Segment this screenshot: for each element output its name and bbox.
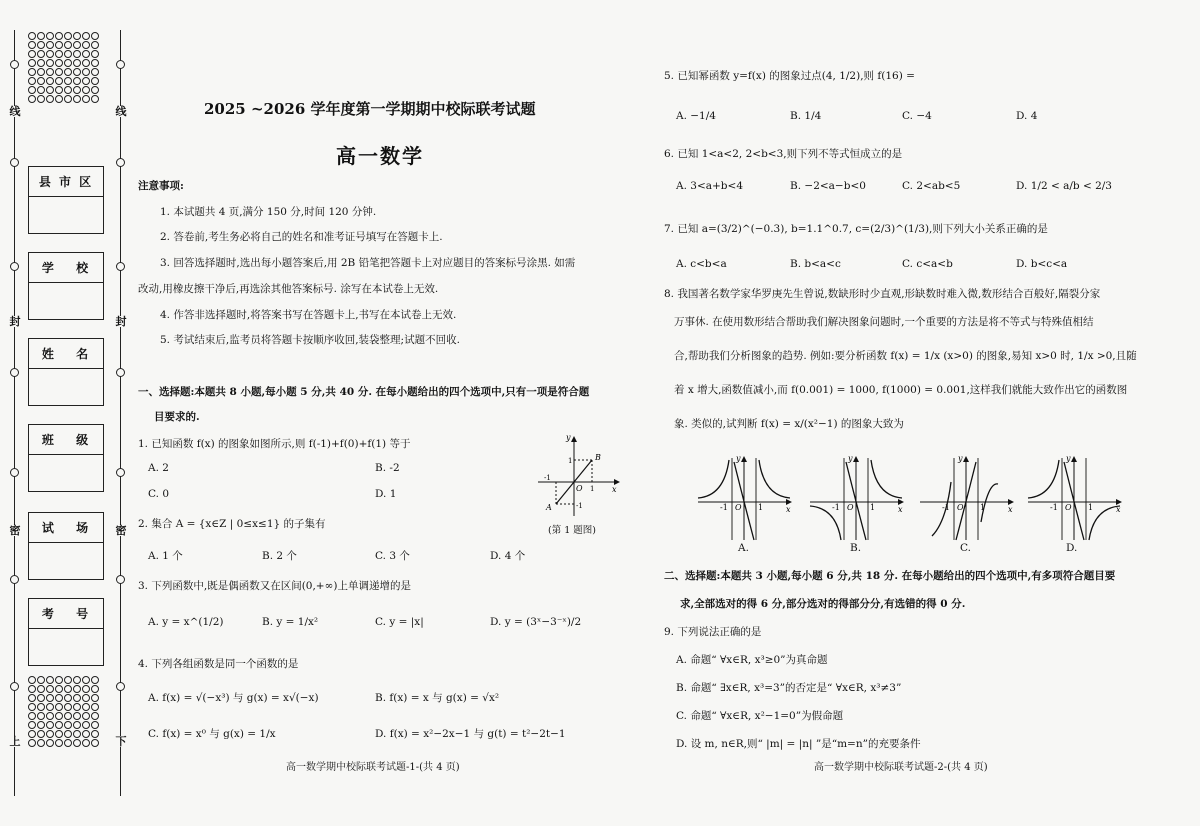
binding-dot [73,739,81,747]
section1-heading: 一、选择题:本题共 8 小题,每小题 5 分,共 40 分. 在每小题给出的四个选项中,只有一项是符合题 [138,386,590,398]
binding-dot [55,86,63,94]
binding-dot [82,739,90,747]
binding-dot [91,32,99,40]
binding-dot [55,32,63,40]
q8-option-a[interactable]: A. [738,542,749,554]
q9-option-b[interactable]: B. 命题“ ∃x∈R, x³=3”的否定是“ ∀x∈R, x³≠3” [676,682,902,694]
axis-label-x: x [1116,505,1121,514]
axis-label-origin: O [1065,503,1072,512]
q2-option-b[interactable]: B. 2 个 [262,550,297,562]
binding-dot [64,77,72,85]
q1-fig-one-y: 1 [568,457,573,465]
binding-dot [82,77,90,85]
binding-dot [28,721,36,729]
binding-dot [73,50,81,58]
binding-dot [28,712,36,720]
binding-dot [28,32,36,40]
binding-dot [73,730,81,738]
binding-dot [91,95,99,103]
curve-left [1028,460,1059,498]
q3-stem: 3. 下列函数中,既是偶函数又在区间(0,+∞)上单调递增的是 [138,580,411,592]
field-exam-number[interactable] [28,598,104,666]
binding-dot [46,685,54,693]
q1-fig-y: y [566,433,571,442]
q7-stem: 7. 已知 a=(3/2)^(−0.3), b=1.1^0.7, c=(2/3)^(1/3),则下列大小关系正确的是 [664,223,1048,235]
binding-dot [37,77,45,85]
axis-label-x: x [898,505,903,514]
fold-label-close-right: 密 [115,524,127,537]
binding-dot [46,77,54,85]
binding-dot [28,739,36,747]
binding-dot [37,86,45,94]
binding-dot [55,712,63,720]
binding-hole [116,158,125,167]
binding-dot [37,32,45,40]
q4-option-a[interactable]: A. f(x) = √(−x³) 与 g(x) = x√(−x) [148,692,319,704]
q4-option-b[interactable]: B. f(x) = x 与 g(x) = √x² [375,692,500,704]
field-exam-room-blank[interactable] [29,543,103,579]
binding-dot [82,685,90,693]
binding-dot [37,694,45,702]
binding-dot [37,68,45,76]
binding-hole [10,158,19,167]
binding-dot [28,50,36,58]
q8-option-c[interactable]: C. [960,542,971,554]
binding-dot [55,50,63,58]
field-name[interactable] [28,338,104,406]
tick-label-1: 1 [758,503,764,512]
field-class-label: 班 级 [29,425,103,455]
q8-graph-a[interactable] [694,452,794,542]
field-class[interactable] [28,424,104,492]
binding-dot [64,685,72,693]
fold-label-close-left: 密 [9,524,21,537]
field-county-label: 县 市 区 [29,167,103,197]
binding-dot [82,694,90,702]
q1-option-b[interactable]: B. -2 [375,462,400,474]
field-county-blank[interactable] [29,197,103,233]
q7-option-b[interactable]: B. b<a<c [790,258,841,270]
q8-line: 万事休. 在使用数形结合帮助我们解决图象问题时,一个重要的方法是将不等式与特殊值相结 [674,316,1094,328]
binding-hole [10,262,19,271]
binding-dot [91,703,99,711]
binding-dot [46,41,54,49]
binding-dot [82,41,90,49]
binding-hole [116,368,125,377]
field-exam-number-label: 考 号 [29,599,103,629]
field-name-blank[interactable] [29,369,103,405]
q1-option-d[interactable]: D. 1 [375,488,397,500]
binding-dot [73,77,81,85]
binding-hole [10,682,19,691]
binding-dot [64,68,72,76]
binding-hole [10,468,19,477]
axis-label-origin: O [735,503,742,512]
section2-heading-cont: 求,全部选对的得 6 分,部分选对的得部分分,有选错的得 0 分. [680,598,966,610]
axis-label-y: y [1066,454,1071,463]
binding-dot [46,32,54,40]
binding-dot [46,730,54,738]
binding-hole [10,368,19,377]
axis-label-origin: O [847,503,854,512]
axis-label-x: x [1008,505,1013,514]
notice-item: 1. 本试题共 4 页,满分 150 分,时间 120 分钟. [160,206,377,218]
tick-label-1: 1 [980,503,986,512]
curve-right [759,460,790,498]
axis-label-y: y [848,454,853,463]
binding-dot [28,59,36,67]
binding-dot [37,730,45,738]
binding-dot [73,32,81,40]
axis-label-x: x [786,505,791,514]
q6-option-c[interactable]: C. 2<ab<5 [902,180,961,192]
binding-dot [91,685,99,693]
binding-dot [37,712,45,720]
q3-option-a[interactable]: A. y = x^(1/2) [148,616,224,628]
y-axis-arrow [741,456,747,462]
binding-dot [91,50,99,58]
q1-figure [534,432,620,522]
q7-option-a[interactable]: A. c<b<a [676,258,727,270]
q8-graph-c[interactable] [916,452,1016,542]
field-school-label: 学 校 [29,253,103,283]
tick-label-1: 1 [1088,503,1094,512]
section2-heading: 二、选择题:本题共 3 小题,每小题 6 分,共 18 分. 在每小题给出的四个选项中,有多项符合题目要 [664,570,1116,582]
binding-dot [46,712,54,720]
binding-dot [82,676,90,684]
binding-dot [64,694,72,702]
field-name-label: 姓 名 [29,339,103,369]
binding-hole [116,262,125,271]
binding-dot [55,59,63,67]
binding-dot [73,703,81,711]
curve-left [698,460,729,498]
binding-dot [91,739,99,747]
binding-dot [55,95,63,103]
fold-label-line-left: 线 [9,105,21,118]
q2-option-c[interactable]: C. 3 个 [375,550,410,562]
binding-dot [55,68,63,76]
binding-dot [91,730,99,738]
binding-dot [46,50,54,58]
binding-hole [116,468,125,477]
binding-dot [82,95,90,103]
binding-dot [64,730,72,738]
notice-heading: 注意事项: [138,180,184,192]
notice-item: 5. 考试结束后,监考员将答题卡按顺序收回,装袋整理;试题不回收. [160,334,460,346]
q2-option-d[interactable]: D. 4 个 [490,550,526,562]
binding-hole [10,575,19,584]
tick-label-neg1: -1 [942,503,950,512]
q7-option-c[interactable]: C. c<a<b [902,258,953,270]
binding-dot [91,676,99,684]
binding-dot [37,59,45,67]
q1-option-a[interactable]: A. 2 [148,462,169,474]
binding-dot [82,721,90,729]
binding-strip [0,0,132,826]
y-axis-arrow [963,456,969,462]
binding-dot [37,739,45,747]
binding-dot [82,703,90,711]
binding-dot [64,41,72,49]
field-class-blank[interactable] [29,455,103,491]
binding-dot [28,730,36,738]
notice-item: 改动,用橡皮擦干净后,再选涂其他答案标号. 涂写在本试卷上无效. [138,283,439,295]
q5-stem: 5. 已知幂函数 y=f(x) 的图象过点(4, 1/2),则 f(16) = [664,70,915,82]
binding-dot [55,721,63,729]
binding-dot [55,730,63,738]
axis-label-y: y [736,454,741,463]
q6-option-d[interactable]: D. 1/2 < a/b < 2/3 [1016,180,1112,192]
binding-dot [46,59,54,67]
binding-dot [28,77,36,85]
field-exam-room-label: 试 场 [29,513,103,543]
binding-dot [91,77,99,85]
field-exam-number-blank[interactable] [29,629,103,665]
binding-dot [64,50,72,58]
binding-dot [55,77,63,85]
fold-label-up: 上 [9,735,21,748]
q9-stem: 9. 下列说法正确的是 [664,626,762,638]
binding-dot [73,86,81,94]
q2-stem: 2. 集合 A = {x∈Z | 0≤x≤1} 的子集有 [138,518,326,530]
binding-hole [116,682,125,691]
binding-dot [55,41,63,49]
q1-fig-A: A [546,503,552,512]
q8-line: 着 x 增大,函数值减小,而 f(0.001) = 1000, f(1000) = 0.001,这样我们就能大致作出它的函数图 [674,384,1128,396]
binding-dot [55,676,63,684]
binding-dot [28,703,36,711]
q5-option-b[interactable]: B. 1/4 [790,110,822,122]
q1-fig-neg1-y: -1 [576,502,583,510]
binding-dot [46,694,54,702]
dot-pattern-top [28,32,102,103]
q1-fig-one-x: 1 [590,485,595,493]
binding-dot [91,41,99,49]
q3-option-d[interactable]: D. y = (3ˣ−3⁻ˣ)/2 [490,616,582,628]
field-county[interactable] [28,166,104,234]
binding-dot [46,95,54,103]
binding-dot [91,86,99,94]
binding-dot [64,59,72,67]
binding-dot [82,730,90,738]
tick-label-neg1: -1 [1050,503,1058,512]
binding-dot [37,95,45,103]
binding-dot [37,703,45,711]
exam-title: 2025 ~2026 学年度第一学期期中校际联考试题 [204,100,536,118]
field-exam-room[interactable] [28,512,104,580]
y-axis-arrow [1071,456,1077,462]
tick-label-neg1: -1 [832,503,840,512]
q7-option-d[interactable]: D. b<c<a [1016,258,1068,270]
binding-hole [116,575,125,584]
q8-line: 8. 我国著名数学家华罗庚先生曾说,数缺形时少直观,形缺数时难入微,数形结合百般好,隔裂分家 [664,288,1101,300]
binding-dot [73,676,81,684]
q3-option-b[interactable]: B. y = 1/x² [262,616,319,628]
q6-stem: 6. 已知 1<a<2, 2<b<3,则下列不等式恒成立的是 [664,148,903,160]
binding-dot [64,712,72,720]
binding-hole [116,60,125,69]
binding-dot [55,694,63,702]
binding-dot [73,41,81,49]
binding-dot [64,721,72,729]
notice-item: 4. 作答非选择题时,将答案书写在答题卡上,书写在本试卷上无效. [160,309,457,321]
fold-label-line-right: 线 [115,105,127,118]
q9-option-d[interactable]: D. 设 m, n∈R,则“ |m| = |n| ”是“m=n”的充要条件 [676,738,921,750]
binding-dot [46,68,54,76]
binding-dot [82,86,90,94]
binding-dot [91,68,99,76]
q9-option-a[interactable]: A. 命题“ ∀x∈R, x³≥0”为真命题 [676,654,828,666]
binding-dot [28,68,36,76]
q8-line: 合,帮助我们分析图象的趋势. 例如:要分析函数 f(x) = 1/x (x>0) 的图象,易知 x>0 时, 1/x >0,且随 [674,350,1137,362]
binding-dot [64,739,72,747]
binding-dot [91,712,99,720]
notice-item: 2. 答卷前,考生务必将自己的姓名和准考证号填写在答题卡上. [160,231,443,243]
binding-dot [46,703,54,711]
q5-option-c[interactable]: C. −4 [902,110,932,122]
q3-option-c[interactable]: C. y = |x| [375,616,424,628]
q1-option-c[interactable]: C. 0 [148,488,170,500]
binding-dot [64,86,72,94]
binding-dot [91,694,99,702]
binding-dot [73,59,81,67]
binding-dot [82,32,90,40]
binding-dot [28,41,36,49]
field-school-blank[interactable] [29,283,103,319]
binding-hole [10,60,19,69]
q1-fig-x: x [612,485,617,494]
fold-label-down: 下 [115,735,127,748]
q4-stem: 4. 下列各组函数是同一个函数的是 [138,658,299,670]
binding-dot [37,50,45,58]
binding-dot [37,41,45,49]
binding-dot [82,50,90,58]
binding-dot [46,721,54,729]
section1-heading-cont: 目要求的. [154,411,200,423]
axis-label-origin: O [957,503,964,512]
binding-dot [64,703,72,711]
q6-option-a[interactable]: A. 3<a+b<4 [676,180,743,192]
binding-dot [28,676,36,684]
binding-dot [28,694,36,702]
q1-stem: 1. 已知函数 f(x) 的图象如图所示,则 f(-1)+f(0)+f(1) 等于 [138,438,411,450]
fold-label-seal-left: 封 [9,315,21,328]
q1-fig-B: B [595,453,601,462]
subject-title: 高一数学 [336,144,424,168]
binding-dot [28,95,36,103]
binding-dot [28,685,36,693]
binding-dot [55,703,63,711]
binding-dot [64,95,72,103]
q6-option-b[interactable]: B. −2<a−b<0 [790,180,866,192]
axis-label-y: y [958,454,963,463]
binding-dot [73,694,81,702]
q4-option-c[interactable]: C. f(x) = x⁰ 与 g(x) = 1/x [148,728,276,740]
q1-figure-caption: (第 1 题图) [548,525,596,536]
q8-graph-b[interactable] [806,452,906,542]
tick-label-1: 1 [870,503,876,512]
q4-option-d[interactable]: D. f(x) = x²−2x−1 与 g(t) = t²−2t−1 [375,728,566,740]
field-school[interactable] [28,252,104,320]
page1-footer: 高一数学期中校际联考试题-1-(共 4 页) [286,762,460,773]
fold-label-seal-right: 封 [115,315,127,328]
binding-dot [37,721,45,729]
q8-option-d[interactable]: D. [1066,542,1078,554]
binding-dot [73,685,81,693]
page2-footer: 高一数学期中校际联考试题-2-(共 4 页) [814,762,988,773]
binding-dot [82,68,90,76]
binding-dot [37,685,45,693]
binding-dot [73,95,81,103]
binding-dot [28,86,36,94]
binding-dot [73,68,81,76]
binding-dot [73,721,81,729]
binding-dot [46,676,54,684]
q5-option-d[interactable]: D. 4 [1016,110,1038,122]
binding-dot [55,685,63,693]
q8-option-b[interactable]: B. [850,542,862,554]
q5-option-a[interactable]: A. −1/4 [676,110,716,122]
binding-dot [91,721,99,729]
y-axis-arrow [853,456,859,462]
tick-label-neg1: -1 [720,503,728,512]
curve-right [871,460,902,498]
binding-dot [37,676,45,684]
binding-dot [82,59,90,67]
binding-dot [82,712,90,720]
dot-pattern-bottom [28,676,102,747]
q8-line: 象. 类似的,试判断 f(x) = x/(x²−1) 的图象大致为 [674,418,904,430]
q1-fig-O: O [576,484,583,493]
binding-dot [73,712,81,720]
binding-dot [91,59,99,67]
q9-option-c[interactable]: C. 命题“ ∀x∈R, x²−1=0”为假命题 [676,710,844,722]
binding-dot [55,739,63,747]
binding-dot [46,86,54,94]
binding-dot [64,32,72,40]
q2-option-a[interactable]: A. 1 个 [148,550,183,562]
notice-item: 3. 回答选择题时,选出每小题答案后,用 2B 铅笔把答题卡上对应题目的答案标号涂黑. 如需 [160,257,576,269]
binding-dot [46,739,54,747]
q1-fig-neg1-x: -1 [544,474,551,482]
q8-graph-d[interactable] [1024,452,1124,542]
binding-dot [64,676,72,684]
